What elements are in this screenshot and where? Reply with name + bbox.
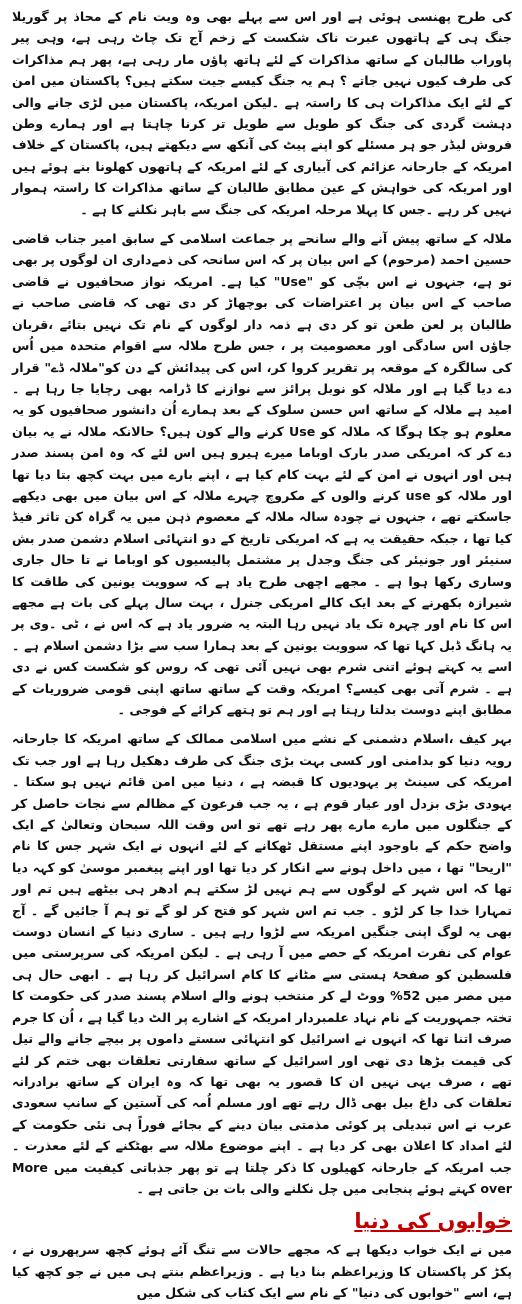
article-paragraph: کی طرح پھنسی ہوئی ہے اور اس سے پہلے بھی وہ ویت نام کے محاذ پر گوریلا جنگ ہی کے ہاتھوں عبرت ناک شکست کے زخم آج تک چاٹ رہی ہے، وہی پیر پاوراب طالبان کے ساتھ مذاکرات کے لئے ہاتھ پاؤں مار رہی ہے، پھر ہم مذاکرات کی طرف کیوں نہیں جاتے ؟ ہم یہ جنگ کیسے جیت سکتے ہیں؟ پاکستان میں امن کے لئے ایک مذاکرات ہی کا راستہ ہے ۔لیکن امریکہ، پاکستان میں لڑی جانے والی دہشت گردی کی جنگ کو طویل سے طویل تر کرنا چاہتا ہے اور ہمارے وطن فروش لیڈر جو ہر مسئلے کو اپنے پیٹ کی آنکھ سے دیکھتے ہیں، پاکستان کے خلاف امریکہ کے جارحانہ عزائم کی آبیاری کے لئے امریکہ کے ہاتھوں کھلونا بنے ہوئے ہیں اور امریکہ کی خواہش کے عین مطابق طالبان کے ساتھ مذاکرات کا راستہ ہموار نہیں کر رہے ۔جس کا پہلا مرحلہ امریکہ کی جنگ سے باہر نکلنے کا ہے ۔	[12, 9, 512, 217]
section-paragraph: میں نے ایک خواب دیکھا ہے کہ مجھے حالات سے تنگ آئے ہوئے کچھ سرپھروں نے ، پکڑ کر پاکستان کا وزیراعظم بنا دیا ہے ۔ وزیراعظم بنتے ہی میں نے جو کچھ کیا ہے، اسے "خوابوں کی دنیا" کے نام سے ایک کتاب کی شکل میں	[12, 1242, 512, 1301]
section-heading: خوابوں کی دنیا	[354, 1209, 512, 1234]
article-paragraph: بہر کیف ،اسلام دشمنی کے نشے میں اسلامی ممالک کے ساتھ امریکہ کا جارحانہ رویہ دنیا کو بدامنی اور کسی بہت بڑی جنگ کی طرف دھکیل رہا ہے اور جب تک امریکہ کی سینٹ پر یہودیوں کا قبضہ ہے ، دنیا میں امن قائم نہیں ہو سکتا ۔یہودی بڑی بزدل اور عیار قوم ہے ، یہ جب فرعون کے مظالم سے نجات حاصل کر کے جنگلوں میں مارے مارے پھر رہے تھے تو اس وقت اللہ سبحان وتعالیٰ کے ایک واضح حکم کے باوجود اپنے مستقل ٹھکانے کے لئے انہوں نے ایک شہر جس کا نام "اریحا" تھا ، میں داخل ہونے سے انکار کر دیا تھا اور اپنے پیغمبر موسیٰ کو کہہ دیا تھا کہ اس شہر کے لوگوں سے ہم نہیں لڑ سکتے ہم ادھر ہی بیٹھے ہیں تم اور تمہارا خدا جا کر لڑو ۔ جب تم اس شہر کو فتح کر لو گے تو ہم آ جائیں گے ۔ آج بھی یہ لوگ اپنی جنگیں امریکہ سے لڑوا رہے ہیں ۔ ساری دنیا کے انسان دوست عوام کی نفرت امریکہ کے حصے میں آ رہی ہے ۔ لیکن امریکہ کی سرپرستی میں فلسطین کو صفحۂ ہستی سے مٹانے کا کام اسرائیل کر رہا ہے ۔ ابھی حال ہی میں مصر میں 52% ووٹ لے کر منتخب ہونے والے اسلام پسند صدر کی حکومت کا تختہ جمہوریت کے نام نہاد علمبردار امریکہ کے اشارے پر الٹ دیا گیا ہے ، اُن کا جرم صرف اتنا تھا کہ انہوں نے اسرائیل کو انتہائی سستے داموں پر بیچے جانے والے تیل کی قیمت بڑھا دی تھی اور اسرائیل کے ساتھ سفارتی تعلقات بھی ختم کر لئے تھے ، صرف یہی نہیں ان کا قصور یہ بھی تھا کہ وہ ایران کے ساتھ برادرانہ تعلقات کی داغ بیل بھی ڈال رہے تھے اور مسلم اُمہ کی آستین کے سانپ سعودی عرب نے اس تبدیلی پر کوئی مذمتی بیان دینے کے بجائے فوراً ہی نئی حکومت کے لئے امداد کا اعلان بھی کر دیا ہے ۔ اپنے موضوع ملالہ سے بھٹکنے کے لئے معذرت ۔ جب امریکہ کے جارحانہ کھیلوں کا ذکر چلتا ہے تو پھر جذباتی کیفیت میں More over کہتے ہوئے پنجابی میں چل نکلنے والی بات بن جاتی ہے ۔	[12, 731, 512, 1196]
article-paragraph: ملالہ کے ساتھ پیش آنے والے سانحے پر جماعت اسلامی کے سابق امیر جناب قاضی حسین احمد (مرحوم) کے اس بیان پر کہ اس سانحہ کی ذمےداری ان لوگوں پر بھی تو ہے، جنہوں نے اس بچّی کو "Use" کیا ہے۔ امریکہ نواز صحافیوں نے قاضی صاحب کے اس بیان پر اعتراضات کی بوچھاڑ کر دی تھی کہ قاضی صاحب نے طالبان پر لعن طعن تو کر دی ہے ذمہ دار لوگوں کے نام تک نہیں بتائے ،قربان جاؤں اس سادگی اور معصومیت پر ، جس طرح ملالہ سے اقوام متحدہ میں اُس کی سالگرہ کے موقعہ پر تقریر کروا کر، اس کی پیدائش کے دن کو"ملالہ ڈے" قرار دے دیا گیا ہے اور ملالہ کو نوبل پرائز سے نوازنے کا ڈرامہ بھی رچایا جا رہا ہے ۔ امید ہے ملالہ کے ساتھ اس حسن سلوک کے بعد ہمارے اُن دانشور صحافیوں کو یہ معلوم ہو چکا ہوگا کہ ملالہ کو Use کرنے والے کون ہیں؟ حالانکہ ملالہ نے یہ بیان دے کر کہ امریکی صدر بارک اوباما میرے ہیرو ہیں اس لئے کہ وہ امن پسند صدر ہیں اور انہوں نے امن کے لئے بہت کام کیا ہے ، اپنے بارے میں بہت کچھ بتا دیا تھا اور ملالہ کو use کرنے والوں کے مکروچ چہرے ملالہ کے اس بیان میں بھی دیکھے جاسکتے تھے ، جنہوں نے چودہ سالہ ملالہ کے معصوم ذہن میں یہ گراہ کن تاثر فیڈ کیا تھا ، جبکہ حقیقت یہ ہے کہ امریکی تاریخ کے دو انتہائی اسلام دشمن صدر بش سنیئر اور جونیئر کی جنگ وجدل پر مشتمل پالیسیوں کو اوباما نے تا حال جاری وساری رکھا ہوا ہے ۔ مجھے اچھی طرح یاد ہے کہ سوویت یونین کی طاقت کا شیرازہ بکھرنے کے بعد ایک کالے امریکی جنرل ، بہت سال پہلے کی بات ہے مجھے اس کا نام اور چہرہ تک یاد نہیں رہا البتہ یہ ضرور یاد ہے کہ اس نے ، ٹی ۔وی پر یہ ہانگ ڈبل کہا تھا کہ سوویت یونین کے بعد ہمارا سب سے بڑا دشمن اسلام ہے ۔ اسے یہ کہتے ہوئے اتنی شرم بھی نہیں آئی تھی کہ روس کو شکست کس نے دی ہے ۔ شرم آتی بھی کیسے؟ امریکہ وقت کے ساتھ ساتھ اپنی قومی ضروریات کے مطابق اپنے دوست بدلتا رہتا ہے اور ہم تو ہتھے کرائے کے فوجی ۔	[12, 231, 512, 717]
